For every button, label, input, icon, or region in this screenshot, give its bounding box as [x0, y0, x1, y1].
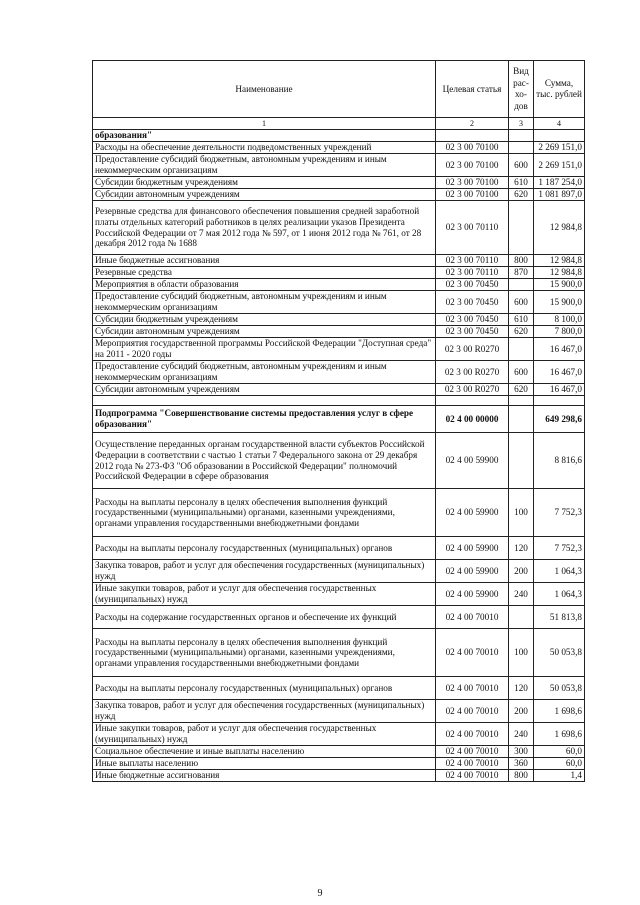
row-name-cell: Подпрограмма "Совершенствование системы предоставления услуг в сфере образования" [93, 406, 436, 433]
column-numbers-row [93, 118, 585, 130]
row-name-cell: Предоставление субсидий бюджетным, автономным учреждениям и иным некоммерческим организациям [93, 154, 436, 177]
header-name: Наименование [93, 61, 436, 118]
row-code-cell: 02 4 00 70010 [436, 677, 509, 700]
row-vid-cell [509, 130, 534, 142]
row-code-cell: 02 4 00 70010 [436, 629, 509, 677]
row-code-cell: 02 3 00 70100 [436, 154, 509, 177]
row-name-cell: Субсидии бюджетным учреждениям [93, 314, 436, 326]
row-sum-cell [534, 130, 585, 142]
table-row [93, 154, 585, 177]
row-name-cell: Расходы на обеспечение деятельности подведомственных учреждений [93, 142, 436, 154]
row-vid-cell: 800 [509, 255, 534, 267]
row-vid-cell: 120 [509, 537, 534, 560]
row-code-cell: 02 3 00 70110 [436, 255, 509, 267]
table-row [93, 560, 585, 583]
header-sum: Сумма, тыс. рублей [534, 61, 585, 118]
table-row [93, 130, 585, 142]
row-name-cell: Мероприятия государственной программы Российской Федерации "Доступная среда" на 2011 - 2020 годы [93, 338, 436, 361]
row-code-cell: 02 3 00 R0270 [436, 361, 509, 384]
row-sum-cell: 7 800,0 [534, 326, 585, 338]
header-vid-line: дов [514, 100, 528, 111]
table-row [93, 177, 585, 189]
row-code-cell: 02 4 00 59900 [436, 560, 509, 583]
row-code-cell: 02 3 00 70450 [436, 314, 509, 326]
row-name-cell: Осуществление переданных органам государственной власти субъектов Российской Федерации в соответствии с частью 1 статьи 7 Федерального закона от 29 декабря 2012 года № 273-ФЗ "Об образовании в Российской Федерации" полномочий Российской Федерации в сфере образования [93, 433, 436, 489]
row-vid-cell [509, 201, 534, 255]
table-row [93, 433, 585, 489]
table-row [93, 606, 585, 629]
table-row [93, 700, 585, 723]
row-sum-cell: 649 298,6 [534, 406, 585, 433]
row-sum-cell: 8 816,6 [534, 433, 585, 489]
row-sum-cell: 2 269 151,0 [534, 154, 585, 177]
row-name-cell: Предоставление субсидий бюджетным, автономным учреждениям и иным некоммерческим организациям [93, 361, 436, 384]
row-code-cell [436, 130, 509, 142]
row-name-cell: Предоставление субсидий бюджетным, автономным учреждениям и иным некоммерческим организациям [93, 291, 436, 314]
row-code-cell: 02 3 00 70450 [436, 291, 509, 314]
row-vid-cell: 610 [509, 314, 534, 326]
row-vid-cell [509, 606, 534, 629]
table-row [93, 279, 585, 291]
table-row [93, 746, 585, 758]
table-row [93, 583, 585, 606]
row-name-cell: Расходы на выплаты персоналу в целях обеспечения выполнения функций государственными (муниципальными) органами, казенными учреждениями, органами управления государственными внебюджетными фондами [93, 629, 436, 677]
row-name-cell: Расходы на содержание государственных органов и обеспечение их функций [93, 606, 436, 629]
row-sum-cell: 1 187 254,0 [534, 177, 585, 189]
row-name-cell: Резервные средства [93, 267, 436, 279]
row-sum-cell: 50 053,8 [534, 629, 585, 677]
row-code-cell: 02 4 00 70010 [436, 700, 509, 723]
row-name-cell: Субсидии автономным учреждениям [93, 326, 436, 338]
row-code-cell: 02 4 00 59900 [436, 537, 509, 560]
row-name-cell: Закупка товаров, работ и услуг для обеспечения государственных (муниципальных) нужд [93, 560, 436, 583]
table-header-row [93, 61, 585, 118]
header-code: Целевая статья [436, 61, 509, 118]
row-sum-cell: 8 100,0 [534, 314, 585, 326]
row-vid-cell: 360 [509, 758, 534, 770]
table-row [93, 255, 585, 267]
table-row [93, 489, 585, 537]
row-vid-cell: 600 [509, 291, 534, 314]
table-row [93, 201, 585, 255]
row-sum-cell: 60,0 [534, 758, 585, 770]
row-code-cell: 02 4 00 70010 [436, 746, 509, 758]
row-vid-cell: 240 [509, 723, 534, 746]
page-number: 9 [317, 888, 323, 899]
row-code-cell: 02 3 00 70450 [436, 326, 509, 338]
row-name-cell: Иные закупки товаров, работ и услуг для обеспечения государственных (муниципальных) нужд [93, 583, 436, 606]
row-vid-cell: 620 [509, 326, 534, 338]
row-sum-cell: 1 081 897,0 [534, 189, 585, 201]
table-row [93, 361, 585, 384]
row-sum-cell: 12 984,8 [534, 255, 585, 267]
row-vid-cell [509, 406, 534, 433]
row-vid-cell: 800 [509, 770, 534, 782]
row-name-cell: Иные бюджетные ассигнования [93, 770, 436, 782]
row-sum-cell: 1 064,3 [534, 560, 585, 583]
row-sum-cell: 16 467,0 [534, 361, 585, 384]
row-code-cell: 02 4 00 70010 [436, 606, 509, 629]
row-code-cell: 02 4 00 70010 [436, 770, 509, 782]
row-name-cell: Субсидии бюджетным учреждениям [93, 177, 436, 189]
row-vid-cell: 600 [509, 154, 534, 177]
table-row [93, 291, 585, 314]
table-row [93, 677, 585, 700]
row-sum-cell: 50 053,8 [534, 677, 585, 700]
table-row [93, 267, 585, 279]
row-vid-cell: 100 [509, 629, 534, 677]
row-code-cell: 02 3 00 R0270 [436, 384, 509, 396]
row-vid-cell: 610 [509, 177, 534, 189]
table-row [93, 189, 585, 201]
column-number: 1 [93, 118, 436, 130]
row-vid-cell: 620 [509, 384, 534, 396]
row-name-cell: образования" [93, 130, 436, 142]
row-vid-cell: 200 [509, 560, 534, 583]
row-code-cell: 02 4 00 59900 [436, 583, 509, 606]
header-vid-line: рас- [513, 77, 529, 88]
row-sum-cell: 15 900,0 [534, 291, 585, 314]
row-sum-cell: 1 698,6 [534, 723, 585, 746]
row-vid-cell: 240 [509, 583, 534, 606]
row-code-cell [436, 396, 509, 406]
row-code-cell: 02 4 00 00000 [436, 406, 509, 433]
row-code-cell: 02 3 00 70450 [436, 279, 509, 291]
row-code-cell: 02 3 00 70100 [436, 177, 509, 189]
row-code-cell: 02 3 00 70110 [436, 267, 509, 279]
row-name-cell: Социальное обеспечение и иные выплаты населению [93, 746, 436, 758]
row-vid-cell [509, 338, 534, 361]
row-vid-cell: 600 [509, 361, 534, 384]
row-sum-cell: 2 269 151,0 [534, 142, 585, 154]
table-row [93, 396, 585, 406]
row-vid-cell: 200 [509, 700, 534, 723]
header-vid-line: Вид [513, 66, 529, 76]
column-number: 2 [436, 118, 509, 130]
row-sum-cell: 1,4 [534, 770, 585, 782]
header-vid-line: хо- [515, 89, 527, 99]
table-row [93, 338, 585, 361]
row-vid-cell [509, 142, 534, 154]
row-sum-cell: 12 984,8 [534, 267, 585, 279]
row-vid-cell: 100 [509, 489, 534, 537]
row-name-cell: Резервные средства для финансового обеспечения повышения средней заработной платы отдельных категорий работников в целях реализации указов Президента Российской Федерации от 7 мая 2012 года № 597, от 1 июня 2012 года № 761, от 28 декабря 2012 года № 1688 [93, 201, 436, 255]
row-code-cell: 02 3 00 70100 [436, 189, 509, 201]
row-code-cell: 02 3 00 R0270 [436, 338, 509, 361]
row-sum-cell [534, 396, 585, 406]
row-sum-cell: 7 752,3 [534, 537, 585, 560]
table-body [93, 130, 585, 782]
row-code-cell: 02 4 00 70010 [436, 758, 509, 770]
table-row [93, 406, 585, 433]
row-vid-cell: 300 [509, 746, 534, 758]
table-row [93, 142, 585, 154]
row-name-cell [93, 396, 436, 406]
row-vid-cell [509, 433, 534, 489]
row-sum-cell: 16 467,0 [534, 384, 585, 396]
table-row [93, 770, 585, 782]
row-sum-cell: 1 064,3 [534, 583, 585, 606]
row-name-cell: Расходы на выплаты персоналу в целях обеспечения выполнения функций государственными (муниципальными) органами, казенными учреждениями, органами управления государственными внебюджетными фондами [93, 489, 436, 537]
row-sum-cell: 12 984,8 [534, 201, 585, 255]
row-vid-cell [509, 279, 534, 291]
row-code-cell: 02 3 00 70110 [436, 201, 509, 255]
row-code-cell: 02 4 00 59900 [436, 433, 509, 489]
header-vid [509, 61, 534, 118]
row-sum-cell: 1 698,6 [534, 700, 585, 723]
row-vid-cell: 870 [509, 267, 534, 279]
row-name-cell: Расходы на выплаты персоналу государственных (муниципальных) органов [93, 677, 436, 700]
table-row [93, 723, 585, 746]
row-sum-cell: 60,0 [534, 746, 585, 758]
row-vid-cell: 620 [509, 189, 534, 201]
row-name-cell: Закупка товаров, работ и услуг для обеспечения государственных (муниципальных) нужд [93, 700, 436, 723]
row-name-cell: Иные бюджетные ассигнования [93, 255, 436, 267]
budget-table [92, 60, 585, 782]
row-code-cell: 02 4 00 59900 [436, 489, 509, 537]
row-code-cell: 02 4 00 70010 [436, 723, 509, 746]
row-vid-cell [509, 396, 534, 406]
column-number: 3 [509, 118, 534, 130]
row-name-cell: Иные закупки товаров, работ и услуг для обеспечения государственных (муниципальных) нужд [93, 723, 436, 746]
row-sum-cell: 16 467,0 [534, 338, 585, 361]
row-code-cell: 02 3 00 70100 [436, 142, 509, 154]
column-number: 4 [534, 118, 585, 130]
table-row [93, 326, 585, 338]
row-name-cell: Мероприятия в области образования [93, 279, 436, 291]
table-row [93, 314, 585, 326]
row-sum-cell: 51 813,8 [534, 606, 585, 629]
row-vid-cell: 120 [509, 677, 534, 700]
table-row [93, 537, 585, 560]
table-row [93, 758, 585, 770]
table-row [93, 384, 585, 396]
row-name-cell: Субсидии автономным учреждениям [93, 189, 436, 201]
row-name-cell: Субсидии автономным учреждениям [93, 384, 436, 396]
table-row [93, 629, 585, 677]
row-sum-cell: 7 752,3 [534, 489, 585, 537]
row-name-cell: Иные выплаты населению [93, 758, 436, 770]
row-name-cell: Расходы на выплаты персоналу государственных (муниципальных) органов [93, 537, 436, 560]
row-sum-cell: 15 900,0 [534, 279, 585, 291]
